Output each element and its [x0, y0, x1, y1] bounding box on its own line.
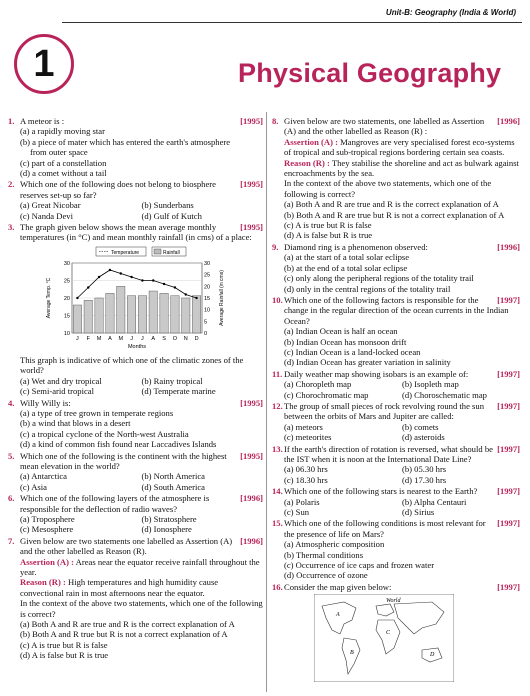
exam-year: [1996] [497, 116, 520, 126]
question-text: Given below are two statements one labelled as Assertion (A) and the other labelled as Reason (R). [20, 535, 233, 557]
option: (b) North America [141, 471, 205, 482]
option: (a) at the start of a total solar eclipse [284, 252, 410, 263]
map-label: C [386, 630, 391, 637]
right-tick-label: 10 [204, 307, 211, 314]
question-5 [8, 451, 263, 493]
context-text: In the context of the above two statements, which one of the following is correct? [20, 598, 263, 619]
option: (d) Occurrence of ozone [284, 570, 368, 581]
temperature-point [195, 297, 197, 299]
chart-legend [96, 247, 186, 256]
option: (c) A is true but R is false [20, 639, 108, 650]
world-map [314, 594, 454, 682]
question-stem [20, 116, 263, 126]
option: (b) Both A and R true but R is not a correct explanation of A [20, 629, 228, 640]
question-number: 3. [8, 222, 15, 233]
month-tick-label: J [76, 335, 79, 342]
exam-year: [1995] [240, 222, 263, 233]
left-tick-label: 15 [63, 313, 70, 320]
question-body [284, 582, 520, 682]
question-body [284, 295, 520, 368]
question-text: Which one of the following is the continent with the highest mean elevation in the world? [20, 450, 227, 471]
reason-label: Reason (R) : [20, 577, 66, 588]
option: (a) Both A and R are true and R is the correct explanation of A [20, 619, 235, 630]
exam-year: [1995] [240, 179, 263, 190]
options [20, 200, 263, 221]
option: (c) part of a constellation [20, 157, 107, 168]
question-2 [8, 179, 263, 221]
right-column [272, 116, 520, 683]
question-text: Given below are two statements, one labelled as Assertion (A) and the other labelled as Reason (R) : [284, 116, 485, 137]
assertion-text: Areas near the equator receive rainfall throughout the year. [20, 556, 260, 577]
question-number: 13. [272, 443, 283, 454]
option: (a) Great Nicobar [20, 200, 81, 211]
question-body [284, 518, 520, 580]
question-number: 1. [8, 116, 15, 126]
map-label: B [350, 650, 354, 657]
question-number: 7. [8, 535, 15, 546]
option: (d) A is false but R is true [20, 650, 109, 661]
month-tick-label: N [183, 335, 188, 342]
question-stem [284, 242, 520, 252]
option: (c) Nanda Devi [20, 210, 73, 221]
rainfall-bar [117, 286, 125, 333]
question-stem [284, 295, 520, 326]
exam-year: [1996] [240, 493, 263, 504]
month-tick-label: A [108, 335, 112, 342]
question-3 [8, 222, 263, 396]
left-tick-label: 25 [63, 278, 70, 285]
question-stem [284, 444, 520, 465]
question-text: Which one of the following stars is nearest to the Earth? [284, 486, 478, 497]
chart-container [34, 245, 234, 353]
option: (d) a kind of common fish found near Laccadives Islands [20, 439, 217, 450]
temperature-point [87, 286, 89, 288]
right-tick-label: 30 [204, 260, 211, 267]
exam-year: [1997] [497, 486, 520, 497]
options [20, 126, 263, 178]
left-tick-label: 20 [63, 295, 70, 302]
question-number: 6. [8, 493, 15, 504]
question-10 [272, 295, 520, 368]
option: (c) Occurrence of ice caps and frozen water [284, 560, 435, 571]
question-stem [284, 582, 520, 592]
question-text: Daily weather map showing isobars is an example of: [284, 368, 469, 379]
option: (a) meteors [284, 421, 323, 432]
option: (a) a rapidly moving star [20, 126, 105, 137]
question-number: 2. [8, 179, 15, 190]
option: (d) Gulf of Kutch [141, 210, 202, 221]
right-tick-label: 25 [204, 272, 211, 279]
right-tick-label: 5 [204, 319, 208, 326]
options [284, 539, 520, 581]
option: (a) Choropleth map [284, 379, 352, 390]
assertion-text: Mangroves are very specialised forest eco-systems of tropical and sub-tropical regions bordering certain sea coasts. [284, 136, 515, 158]
option: (d) asteroids [402, 432, 445, 443]
temperature-point [109, 269, 111, 271]
temperature-point [120, 272, 122, 274]
option: (a) 06.30 hrs [284, 464, 328, 475]
options [284, 252, 520, 294]
option: (b) Both A and R are true but R is not a correct explanation of A [284, 209, 505, 220]
option: (b) comets [402, 421, 439, 432]
question-text: The group of small pieces of rock revolving round the sun between the orbits of Mars and Jupiter are called: [284, 400, 484, 422]
option: (c) Semi-arid tropical [20, 386, 94, 397]
options [284, 497, 520, 518]
exam-year: [1997] [497, 518, 520, 529]
right-tick-label: 20 [204, 284, 211, 291]
question-number: 12. [272, 400, 283, 411]
rainfall-bar [95, 298, 103, 333]
question-11 [272, 369, 520, 400]
question-text: Which one of the following layers of the atmosphere is responsible for the deflection of radio waves? [20, 493, 210, 514]
map-label: World [386, 598, 401, 605]
context-text: In the context of the above two statements, which one of the following is correct? [284, 178, 492, 199]
option: (b) Rainy tropical [141, 375, 203, 386]
option: (a) Antarctica [20, 471, 67, 482]
options [20, 408, 263, 450]
question-stem [20, 536, 263, 557]
chapter-number-badge: 1 [14, 34, 74, 94]
left-tick-label: 10 [63, 330, 70, 337]
question-stem [284, 518, 520, 539]
question-number: 14. [272, 486, 283, 497]
question-body [20, 179, 263, 221]
option: (a) Atmospheric composition [284, 539, 385, 550]
question-body [284, 242, 520, 294]
option: (c) Mesosphere [20, 524, 74, 535]
options [284, 379, 520, 400]
month-tick-label: M [96, 335, 102, 342]
question-9 [272, 242, 520, 294]
exam-year: [1997] [497, 443, 520, 454]
option: (a) Wet and dry tropical [20, 375, 102, 386]
question-text: Which one of the following factors is responsible for the change in the regular direction of the ocean currents in the Indian Ocean? [284, 294, 509, 326]
question-15 [272, 518, 520, 580]
question-text: Which one of the following conditions is most relevant for the presence of life on Mars? [284, 518, 486, 539]
question-body [20, 116, 263, 178]
temperature-point [76, 297, 78, 299]
options [284, 326, 520, 368]
reason [284, 158, 520, 179]
option: (d) Ionosphere [141, 524, 192, 535]
question-1 [8, 116, 263, 178]
rainfall-bar [138, 296, 146, 333]
option: (d) South America [141, 481, 205, 492]
exam-year: [1997] [497, 400, 520, 411]
exam-year: [1997] [497, 368, 520, 379]
right-tick-label: 0 [204, 330, 208, 337]
question-body [20, 398, 263, 450]
reason-text: High temperatures and high humidity cause convectional rain in most afternoons near the equator. [20, 577, 219, 598]
legend-rain-swatch [154, 249, 161, 254]
options [20, 376, 263, 397]
question-number: 10. [272, 294, 283, 305]
option: (c) a tropical cyclone of the North-west Australia [20, 428, 189, 439]
question-number: 16. [272, 581, 283, 592]
exam-year: [1997] [497, 581, 520, 592]
reason-text: They stabilise the shoreline and act as bulwark against encroachments by the sea. [284, 157, 519, 179]
question-number: 8. [272, 116, 279, 126]
question-body [20, 536, 263, 661]
assertion [284, 137, 520, 158]
map-label: D [430, 652, 435, 659]
assertion [20, 557, 263, 578]
assertion-label: Assertion (A) : [20, 556, 74, 567]
option: (d) A is false but R is true [284, 230, 373, 241]
option: (b) Stratosphere [141, 513, 197, 524]
option: (d) only in the central regions of the totality trail [284, 283, 451, 294]
option: (c) Asia [20, 481, 47, 492]
option: (d) Temperate marine [141, 386, 216, 397]
rainfall-bar [160, 293, 168, 333]
climate-chart [34, 245, 234, 353]
question-number: 9. [272, 241, 279, 252]
option: (d) Sirius [402, 507, 435, 518]
temperature-point [141, 279, 143, 281]
question-text: Consider the map given below: [284, 581, 392, 592]
y-axis-left-label: Average Temp. °C [46, 277, 52, 319]
exam-year: [1997] [497, 294, 520, 305]
legend-rain-label: Rainfall [163, 249, 180, 256]
option: (a) Troposphere [20, 513, 75, 524]
question-body [20, 451, 263, 493]
option: (c) meteorites [284, 432, 332, 443]
rainfall-bar [192, 296, 200, 333]
option: (d) a comet without a tail [20, 168, 107, 179]
option: (c) A is true but R is false [284, 220, 372, 231]
temperature-point [130, 276, 132, 278]
option: (b) a piece of mater which has entered the earth's atmosphere [20, 136, 231, 147]
question-stem [284, 369, 520, 379]
option: (b) Alpha Centauri [402, 496, 467, 507]
question-12 [272, 401, 520, 443]
option: (b) 05.30 hrs [402, 464, 447, 475]
question-number: 11. [272, 368, 283, 379]
question-number: 5. [8, 450, 15, 461]
question-body [20, 222, 263, 396]
option: (b) Sunderbans [141, 200, 194, 211]
question-stem [20, 222, 263, 243]
map-container [314, 594, 454, 682]
legend-temp-label: Temperature [111, 249, 140, 256]
question-6 [8, 493, 263, 535]
options [284, 464, 520, 485]
option: (b) a wind that blows in a desert [20, 418, 131, 429]
question-13 [272, 444, 520, 486]
question-body [284, 486, 520, 517]
rainfall-bar [149, 291, 157, 333]
options [284, 199, 520, 241]
month-tick-label: F [86, 335, 90, 342]
x-axis-label: Months [127, 343, 147, 350]
y-axis-right-label: Average Rainfall (in cms) [219, 269, 225, 326]
map-label: A [336, 612, 340, 619]
question-stem [284, 116, 520, 137]
month-tick-label: J [141, 335, 144, 342]
question-16 [272, 582, 520, 682]
question-body [284, 444, 520, 486]
option: (c) 18.30 hrs [284, 474, 328, 485]
option: (c) Chorochromatic map [284, 389, 369, 400]
month-tick-label: D [194, 335, 199, 342]
option: (d) 17.30 hrs [402, 474, 447, 485]
option: (d) Indian Ocean has greater variation in salinity [284, 357, 451, 368]
rainfall-bar [73, 305, 81, 333]
option: (a) a type of tree grown in temperate regions [20, 407, 174, 418]
question-text: If the earth's direction of rotation is reversed, what should be the IST when it is noon at the International Date Line? [284, 443, 493, 464]
rainfall-bar [106, 293, 114, 333]
temperature-point [174, 286, 176, 288]
month-tick-label: O [172, 335, 178, 342]
question-stem [284, 486, 520, 496]
month-tick-label: A [151, 335, 156, 342]
left-column [8, 116, 263, 662]
exam-year: [1996] [240, 535, 263, 546]
option: (c) Indian Ocean is a land-locked ocean [284, 346, 421, 357]
question-text: Willy Willy is: [20, 397, 71, 408]
option: (b) Indian Ocean has monsoon drift [284, 336, 407, 347]
option: (d) Choroschematic map [402, 389, 487, 400]
temperature-point [185, 293, 187, 295]
question-14 [272, 486, 520, 517]
question-followup: This graph is indicative of which one of the climatic zones of the world? [20, 354, 244, 376]
header-rule [62, 22, 522, 23]
options [284, 422, 520, 443]
option: (a) Polaris [284, 496, 320, 507]
rainfall-bar [182, 298, 190, 333]
question-7 [8, 536, 263, 661]
month-tick-label: M [118, 335, 124, 342]
month-tick-label: S [162, 335, 166, 342]
options [20, 619, 263, 661]
rainfall-bar [84, 300, 92, 333]
question-body [284, 116, 520, 241]
unit-header: Unit-B: Geography (India & World) [385, 8, 516, 17]
rainfall-bar [127, 296, 135, 333]
question-stem [20, 179, 263, 200]
question-number: 15. [272, 518, 283, 529]
question-4 [8, 398, 263, 450]
question-text: A meteor is : [20, 116, 65, 126]
temperature-point [152, 279, 154, 281]
options [20, 514, 263, 535]
question-number: 4. [8, 397, 15, 408]
question-stem [284, 401, 520, 422]
question-8 [272, 116, 520, 241]
option: (a) Both A and R are true and R is the correct explanation of A [284, 199, 499, 210]
question-stem [20, 451, 263, 472]
question-stem [20, 493, 263, 514]
question-body [20, 493, 263, 535]
temperature-point [98, 276, 100, 278]
assertion-label: Assertion (A) : [284, 136, 338, 147]
option: (b) at the end of a total solar eclipse [284, 262, 408, 273]
question-text: Which one of the following does not belong to biosphere reserves set-up so far? [20, 179, 216, 200]
option: (b) Thermal conditions [284, 549, 364, 560]
column-divider [266, 112, 267, 692]
question-body [284, 401, 520, 443]
option: (b) Isopleth map [402, 379, 459, 390]
exam-year: [1996] [497, 241, 520, 252]
reason [20, 577, 263, 598]
question-text: Diamond ring is a phenomenon observed: [284, 241, 428, 252]
exam-year: [1995] [240, 397, 263, 408]
reason-label: Reason (R) : [284, 157, 330, 168]
option: from outer space [30, 147, 88, 158]
chapter-title: Physical Geography [238, 58, 502, 88]
option: (c) Sun [284, 507, 310, 518]
temperature-point [163, 283, 165, 285]
options [20, 471, 263, 492]
question-stem [20, 398, 263, 408]
option: (c) only along the peripheral regions of the totality trail [284, 273, 474, 284]
month-tick-label: J [130, 335, 133, 342]
left-tick-label: 30 [63, 260, 70, 267]
exam-year: [1995] [240, 450, 263, 461]
right-tick-label: 15 [204, 295, 211, 302]
question-body [284, 369, 520, 400]
option: (a) Indian Ocean is half an ocean [284, 326, 398, 337]
question-text: The graph given below shows the mean average monthly temperatures (in °C) and mean monthly rainfall (in cms) of a place: [20, 222, 252, 243]
exam-year: [1995] [240, 116, 263, 126]
map-frame [314, 594, 454, 682]
rainfall-bar [171, 296, 179, 333]
